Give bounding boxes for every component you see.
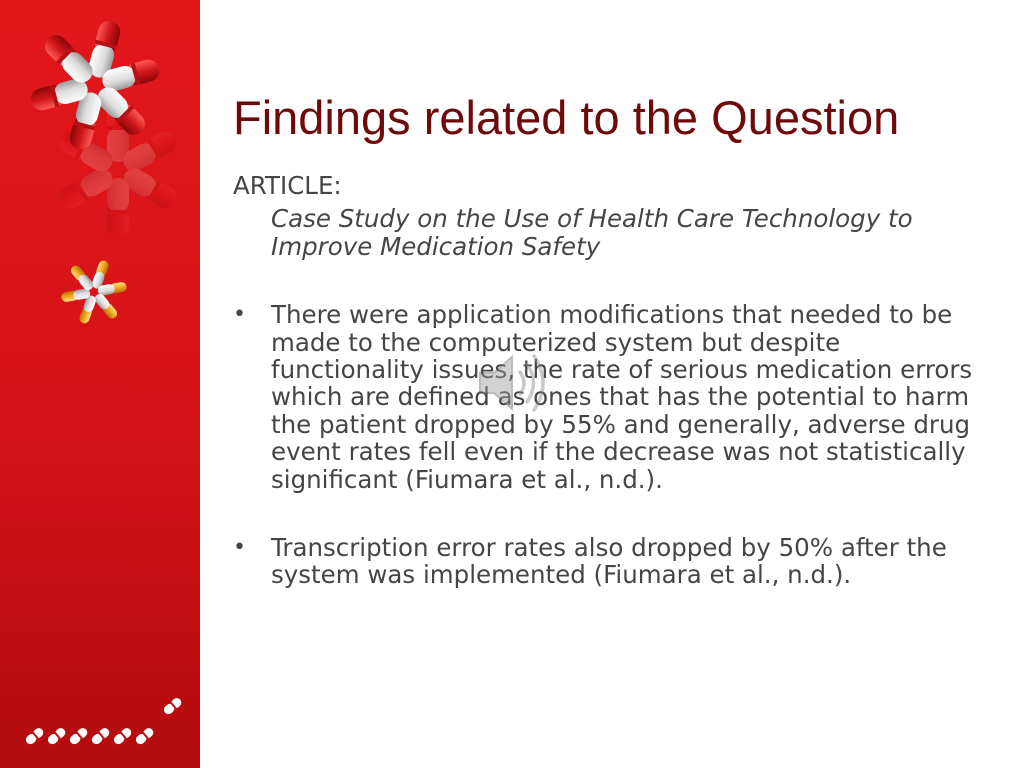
slide-body [233,172,993,589]
article-title: Case Study on the Use of Health Care Technology to Improve Medication Safety [271,204,913,261]
findings-list [233,301,993,589]
bullet-marker: • [233,302,246,328]
capsule-row-icon [24,696,183,746]
red-capsule-flower-icon [28,18,161,151]
finding-text: Transcription error rates also dropped by 50% after the system was implemented (Fiumara et al., n.d.). [271,533,947,590]
article-label: ARTICLE: [233,171,342,200]
finding-item [233,301,993,493]
speaker-icon[interactable] [476,350,548,416]
decorative-sidebar [0,0,200,768]
slide-title: Findings related to the Question [233,91,900,144]
bullet-marker: • [233,535,246,561]
finding-text: There were application modifications that needed to be made to the computerized system but despite functionality issues, the rate of serious medication errors which are defined as ones that has the potential to harm the patient dropped by 55% and generally, adverse drug event rates fell even if the decrease was not statistically significant (Fiumara et al., n.d.). [271,300,973,494]
finding-item [233,534,993,589]
orange-capsule-flower-icon [61,259,128,324]
pill-decoration-graphic [0,0,200,768]
